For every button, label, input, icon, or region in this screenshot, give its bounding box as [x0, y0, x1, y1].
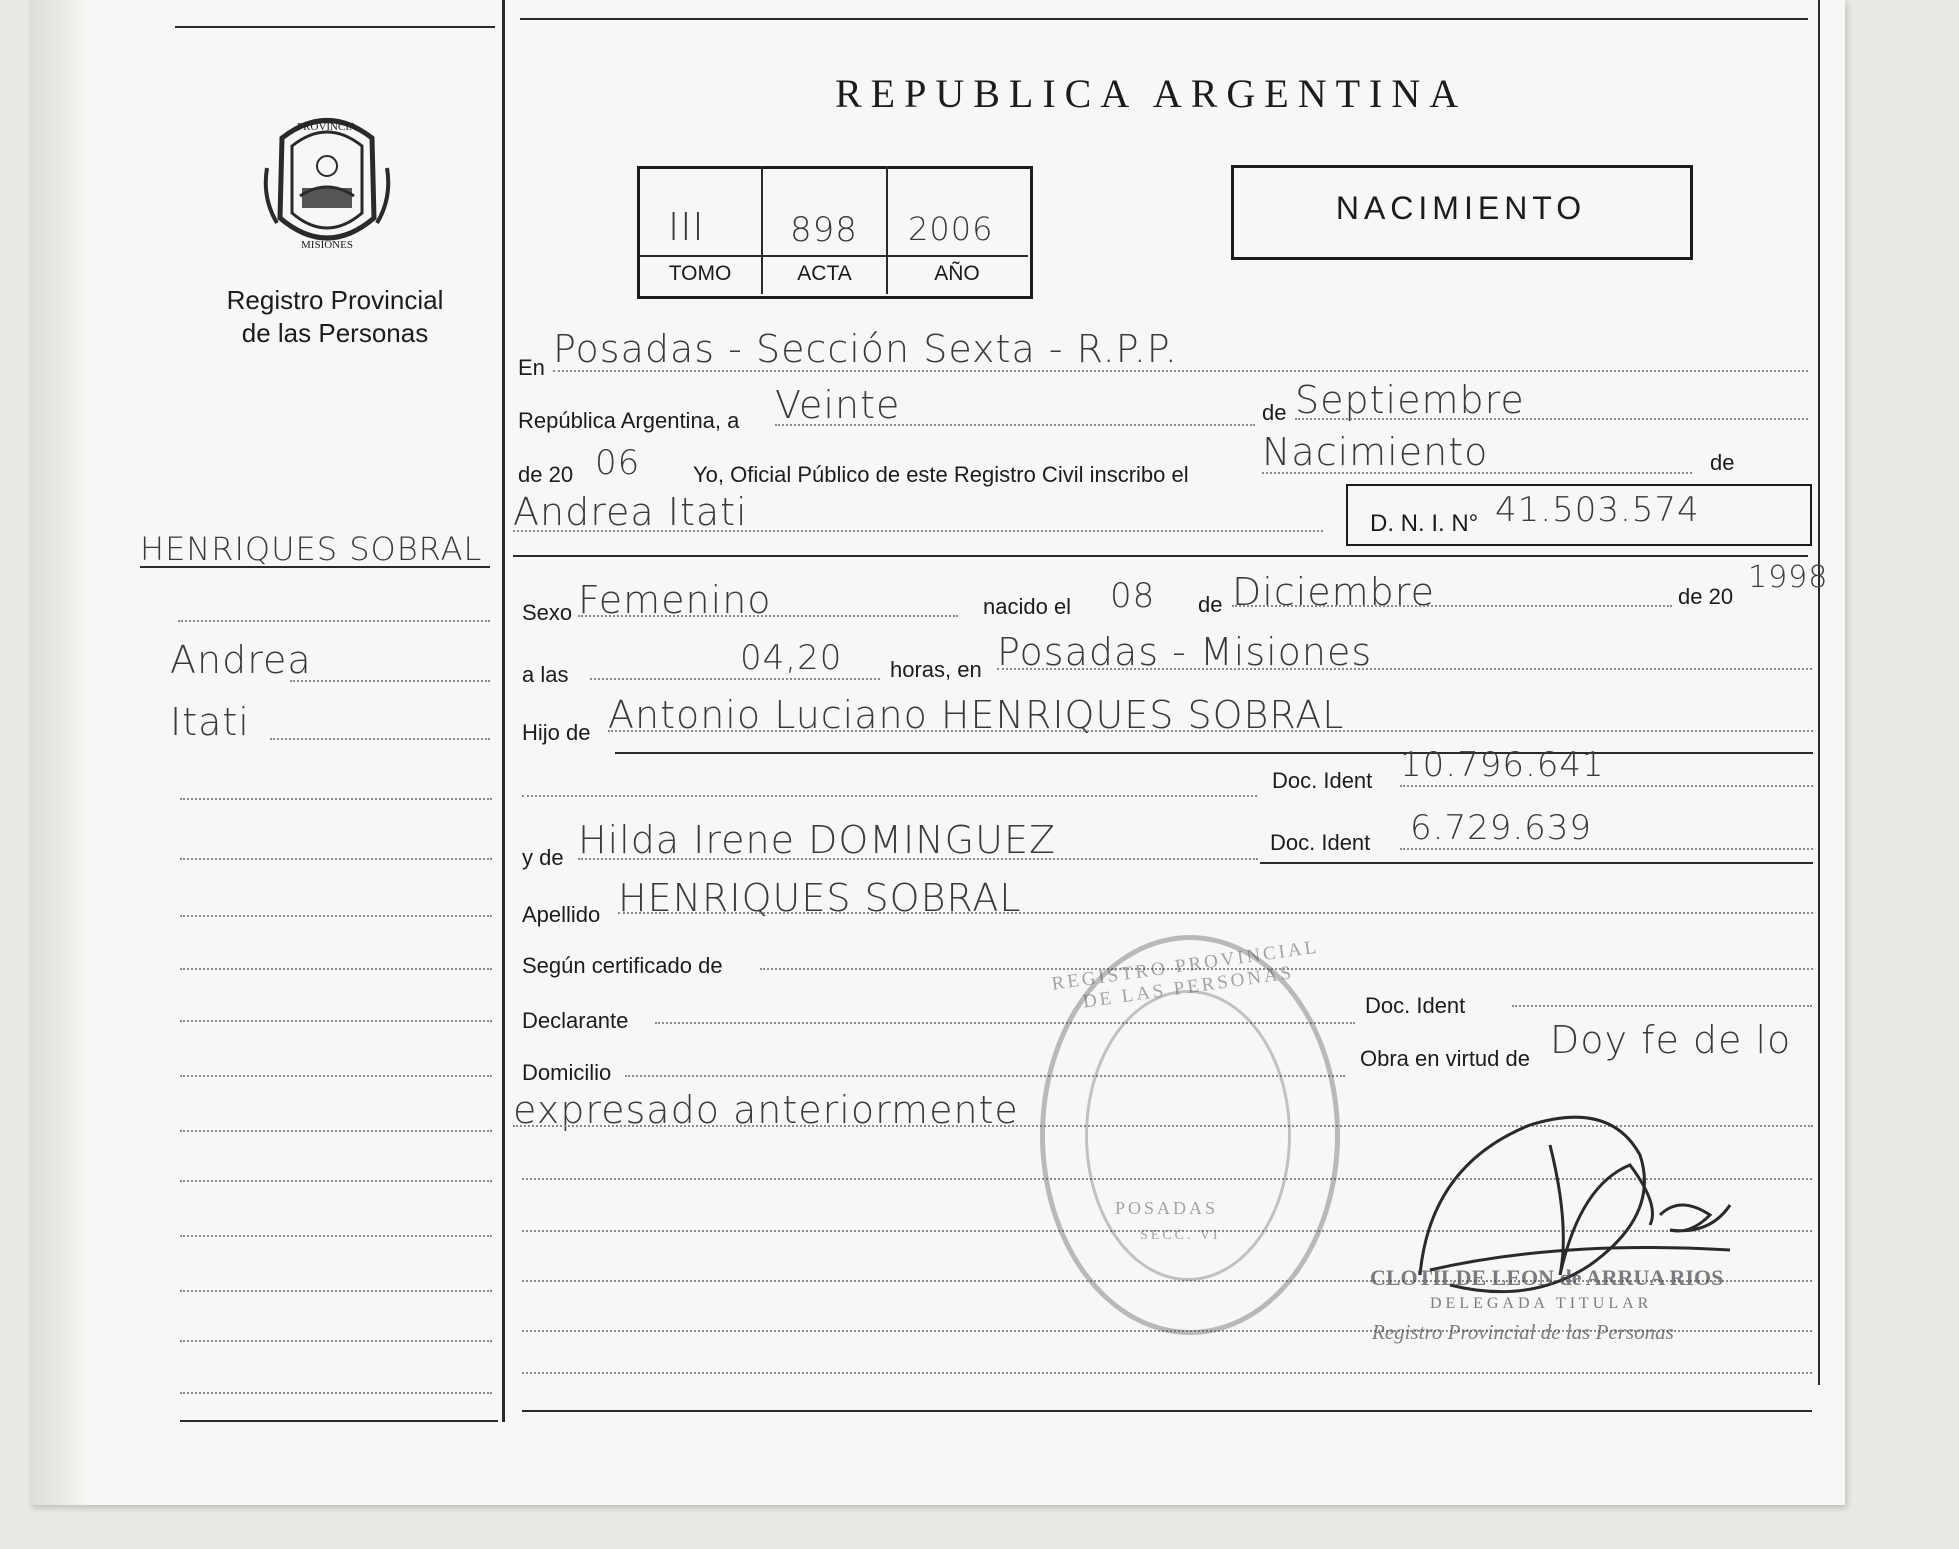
nacido-anio: 1998 [1748, 560, 1829, 595]
segun-label: Según certificado de [522, 953, 723, 978]
margin-line [180, 1180, 492, 1182]
margin-bottom-rule [180, 1420, 498, 1422]
margin-line [270, 738, 490, 740]
type-label: NACIMIENTO [1335, 190, 1587, 226]
form-line-10 [618, 912, 1813, 914]
form-rule-4 [513, 555, 1808, 557]
column-divider [502, 0, 505, 1422]
acta-value: 898 [790, 210, 858, 250]
top-rule-left [175, 26, 495, 28]
form-rule-9 [1260, 862, 1813, 864]
form-line-8b [1400, 785, 1813, 787]
margin-name1: Andrea [170, 638, 312, 682]
margin-line [290, 680, 490, 682]
margin-name2: Itati [170, 700, 250, 744]
sexo-label: Sexo [522, 600, 573, 625]
margin-line [178, 620, 490, 622]
de-end-label: de [1710, 450, 1735, 475]
form-line-8a [522, 795, 1257, 797]
stamp-city: POSADAS [1115, 1198, 1219, 1218]
form-line-9b [1400, 848, 1813, 850]
de-label: de [1262, 400, 1287, 425]
country-title: REPUBLICA ARGENTINA [835, 71, 1468, 116]
stamp-sub: SECC. VI [1140, 1228, 1221, 1243]
form-line-9a [578, 858, 1258, 860]
madre-doc: 6.729.639 [1410, 808, 1593, 848]
acta-label: ACTA [797, 262, 852, 285]
signer-org: Registro Provincial de las Personas [1372, 1320, 1674, 1344]
nacido-de-label: de [1198, 592, 1223, 617]
obra-label: Obra en virtud de [1360, 1046, 1530, 1071]
dia-value: Veinte [775, 383, 901, 427]
apellido-label: Apellido [522, 902, 601, 927]
form-line-3 [1262, 472, 1692, 474]
provincial-seal-icon [262, 108, 392, 258]
horas-en-label: horas, en [890, 657, 982, 682]
republica-label: República Argentina, a [518, 408, 740, 433]
registry-name-line1: Registro Provincial [226, 285, 444, 315]
signer-role: DELEGADA TITULAR [1430, 1295, 1653, 1312]
margin-line [180, 858, 492, 860]
en-label: En [518, 355, 545, 380]
form-bottom-rule [522, 1410, 1812, 1412]
sexo-value: Femenino [578, 578, 772, 622]
form-line-7 [608, 730, 1813, 732]
a-las-label: a las [522, 662, 569, 687]
margin-line [180, 915, 492, 917]
obra-value-continued: expresado anteriormente [513, 1088, 1019, 1132]
obra-value: Doy fe de lo [1550, 1018, 1792, 1062]
margin-line [180, 798, 492, 800]
stamp-ring-text: REGISTRO PROVINCIAL DE LAS PERSONAS [1050, 936, 1321, 1013]
de20-label: de 20 [518, 462, 574, 487]
padre-value: Antonio Luciano HENRIQUES SOBRAL [608, 693, 1345, 737]
form-line-5b [1232, 605, 1672, 607]
form-line-5a [578, 615, 958, 617]
page-fold-shadow [30, 0, 85, 1505]
form-line-6a [590, 678, 880, 680]
mes-value: Septiembre [1295, 378, 1525, 422]
margin-line [180, 1075, 492, 1077]
doc-ident-label: Doc. Ident [1272, 768, 1373, 793]
form-line-blank [522, 1372, 1812, 1374]
anio-label: AÑO [934, 262, 980, 285]
margin-line [180, 1290, 492, 1292]
registry-name-line2: de las Personas [241, 318, 429, 348]
padre-doc: 10.796.641 [1400, 745, 1605, 785]
nombre-value: Andrea Itati [513, 490, 748, 534]
margin-line [180, 1130, 492, 1132]
yde-label: y de [522, 845, 564, 870]
form-line-2a [775, 424, 1255, 426]
domicilio-label: Domicilio [522, 1060, 612, 1085]
margin-line [180, 1235, 492, 1237]
tomo-value: III [668, 205, 705, 249]
nacido-mes: Diciembre [1232, 570, 1435, 614]
anio-value: 2006 [908, 210, 994, 248]
margin-line [180, 968, 492, 970]
margin-surname-line [140, 566, 490, 568]
margin-surname: HENRIQUES SOBRAL [140, 530, 483, 568]
form-line-1 [553, 370, 1808, 372]
acto-value: Nacimiento [1262, 430, 1489, 474]
tomo-label: TOMO [668, 262, 732, 285]
nacido-label: nacido el [983, 594, 1072, 619]
margin-line [180, 1340, 492, 1342]
right-border [1818, 0, 1820, 1385]
form-line-6b [997, 668, 1812, 670]
dni-value: 41.503.574 [1495, 490, 1700, 530]
apellido-value: HENRIQUES SOBRAL [618, 876, 1022, 920]
seal-bottom-text: MISIONES [301, 239, 353, 251]
form-rule-7 [615, 752, 1813, 754]
seal-top-text: PROVINCIA [297, 121, 357, 133]
top-rule-right [520, 18, 1808, 20]
anio-value: 06 [595, 443, 641, 483]
en-value: Posadas - Sección Sexta - R.P.P. [553, 327, 1178, 371]
margin-line [180, 1392, 492, 1394]
madre-value: Hilda Irene DOMINGUEZ [578, 818, 1056, 862]
form-line-4 [513, 530, 1323, 532]
declarante-label: Declarante [522, 1008, 629, 1033]
hora-value: 04,20 [740, 638, 843, 678]
doc-ident-label-2: Doc. Ident [1270, 830, 1371, 855]
hijo-label: Hijo de [522, 720, 591, 745]
lugar-value: Posadas - Misiones [997, 630, 1373, 674]
form-line-12b [1512, 1005, 1812, 1007]
dni-label: D. N. I. N° [1370, 510, 1479, 537]
nacido-de20-label: de 20 [1678, 584, 1734, 609]
form-line-2b [1295, 418, 1808, 420]
doc-ident2-label: Doc. Ident [1365, 993, 1466, 1018]
record-box-divider [640, 255, 1028, 257]
oficial-label: Yo, Oficial Público de este Registro Civil inscribo el [693, 462, 1189, 487]
signer-name: CLOTILDE LEON de ARRUA RIOS [1370, 1265, 1724, 1290]
nacido-dia: 08 [1110, 576, 1156, 616]
margin-line [180, 1020, 492, 1022]
